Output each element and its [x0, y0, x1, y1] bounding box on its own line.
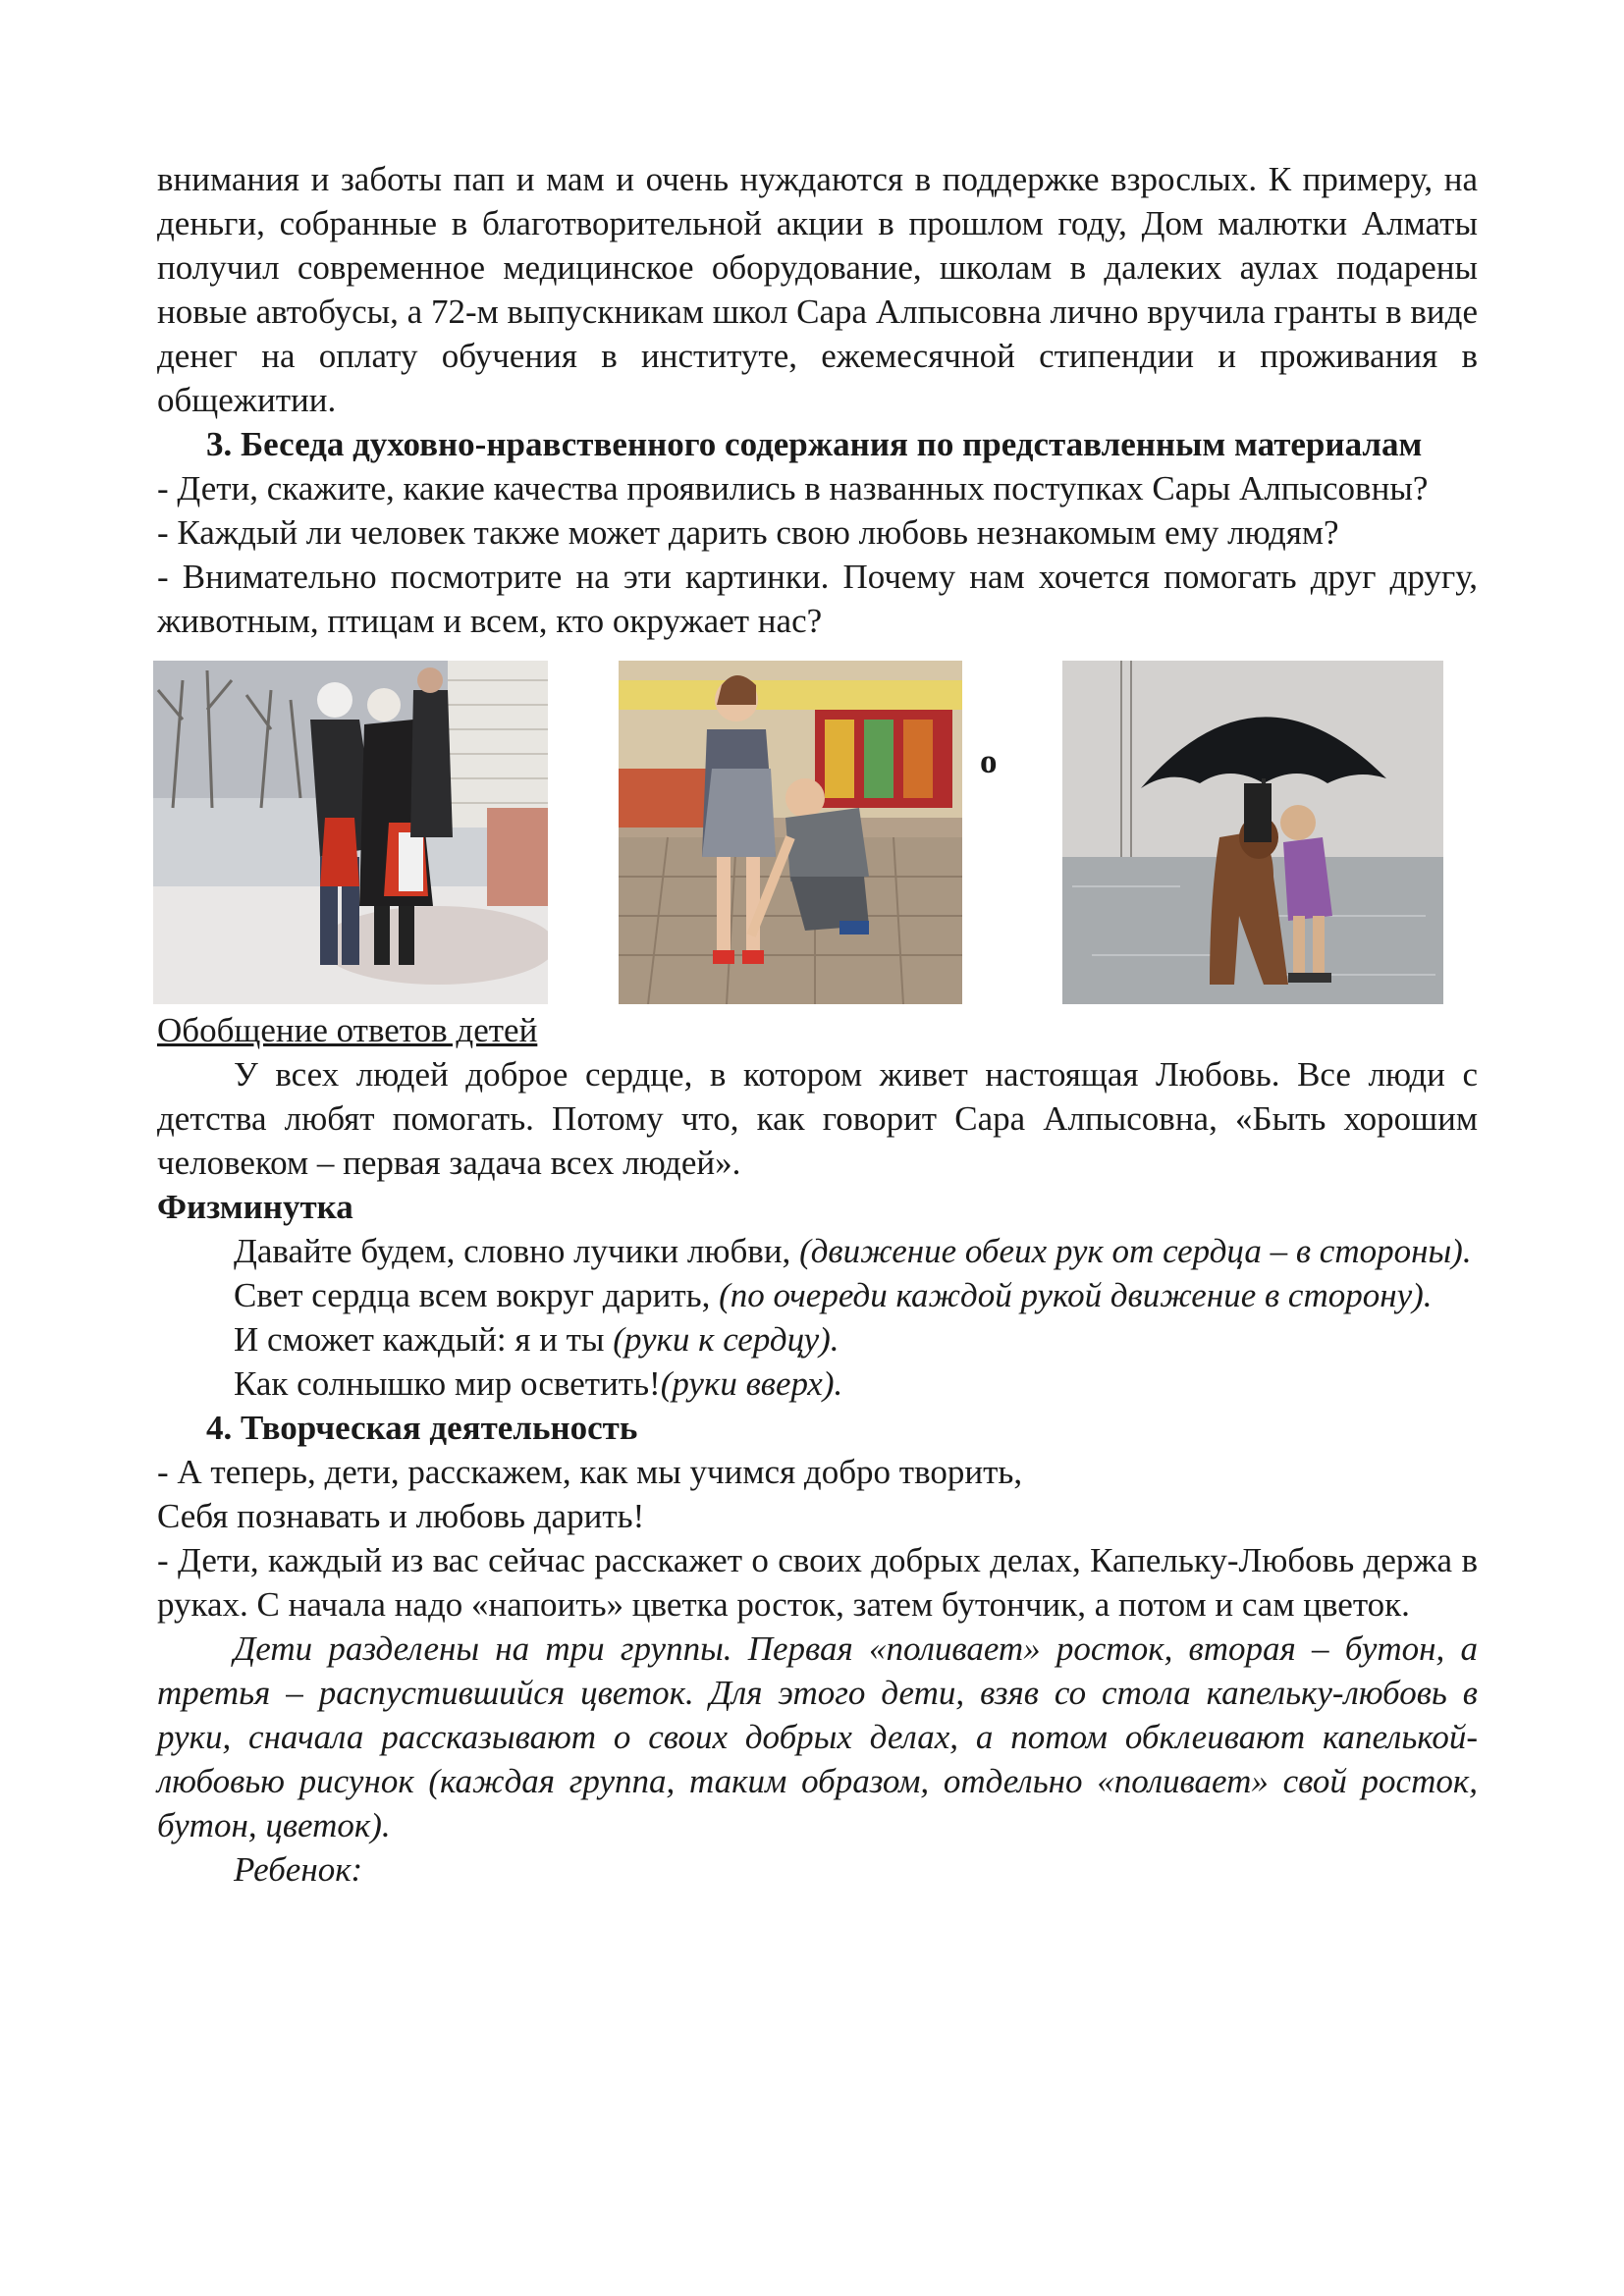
- fizminutka-line-note: (по очереди каждой рукой движение в сторону).: [719, 1276, 1433, 1314]
- illustrations-row: [157, 661, 1478, 1004]
- section-4-line-1: - А теперь, дети, расскажем, как мы учимся добро творить,: [157, 1453, 1023, 1491]
- section-4-instruction: Дети разделены на три группы. Первая «поливает» росток, вторая – бутон, а третья – распустившийся цветок. Для этого дети, взяв со стола капельку-любовь в руки, сначала рассказывают о своих добрых делах, а потом обклеивают капелькой-любовью рисунок (каждая группа, таким образом, отдельно «поливает» свой росток, бутон, цветок).: [157, 1629, 1478, 1844]
- fizminutka-line-text: И сможет каждый: я и ты: [234, 1320, 614, 1359]
- separator-letter: о: [980, 742, 998, 780]
- fizminutka-line-text: Свет сердца всем вокруг дарить,: [234, 1276, 720, 1314]
- section-3-heading: 3. Беседа духовно-нравственного содержания по представленным материалам: [206, 425, 1423, 463]
- summary-title: Обобщение ответов детей: [157, 1011, 538, 1049]
- fizminutka-title: Физминутка: [157, 1188, 353, 1226]
- child-label: Ребенок:: [234, 1850, 363, 1889]
- summary-text: У всех людей доброе сердце, в котором живет настоящая Любовь. Все люди с детства любят помогать. Потому что, как говорит Сара Алпысовна, «Быть хорошим человеком – первая задача всех людей».: [157, 1055, 1478, 1182]
- fizminutka-line-note: (руки к сердцу).: [613, 1320, 839, 1359]
- document-page: [157, 157, 1478, 1892]
- fizminutka-line-4: [157, 1362, 1478, 1406]
- section-4-line-2: Себя познавать и любовь дарить!: [157, 1497, 645, 1535]
- fizminutka-line-note: (руки вверх).: [660, 1364, 843, 1403]
- fizminutka-line-1: [157, 1229, 1478, 1273]
- section-4-heading: 4. Творческая деятельность: [206, 1409, 638, 1447]
- question-2: - Каждый ли человек также может дарить свою любовь незнакомым ему людям?: [157, 513, 1339, 552]
- fizminutka-line-3: [157, 1317, 1478, 1362]
- section-4-line-3: - Дети, каждый из вас сейчас расскажет о своих добрых делах, Капельку-Любовь держа в руках. С начала надо «напоить» цветка росток, затем бутончик, а потом и сам цветок.: [157, 1541, 1478, 1624]
- fizminutka-line-text: Давайте будем, словно лучики любви,: [234, 1232, 800, 1270]
- fizminutka-line-note: (движение обеих рук от сердца – в стороны).: [799, 1232, 1472, 1270]
- fizminutka-line-text: Как солнышко мир осветить!: [234, 1364, 661, 1403]
- photo-umbrella-dog: [1062, 661, 1443, 1004]
- photo-helping-elderly: [153, 661, 548, 1004]
- fizminutka-line-2: [157, 1273, 1478, 1317]
- photo-kindergarten: [619, 661, 962, 1004]
- intro-paragraph: внимания и заботы пап и мам и очень нуждаются в поддержке взрослых. К примеру, на деньги, собранные в благотворительной акции в прошлом году, Дом малютки Алматы получил современное медицинское оборудование, школам в далеких аулах подарены новые автобусы, а 72-м выпускникам школ Сара Алпысовна лично вручила гранты в виде денег на оплату обучения в институте, ежемесячной стипендии и проживания в общежитии.: [157, 160, 1478, 419]
- question-1: - Дети, скажите, какие качества проявились в названных поступках Сары Алпысовны?: [157, 469, 1429, 507]
- question-3: - Внимательно посмотрите на эти картинки. Почему нам хочется помогать друг другу, животным, птицам и всем, кто окружает нас?: [157, 558, 1478, 640]
